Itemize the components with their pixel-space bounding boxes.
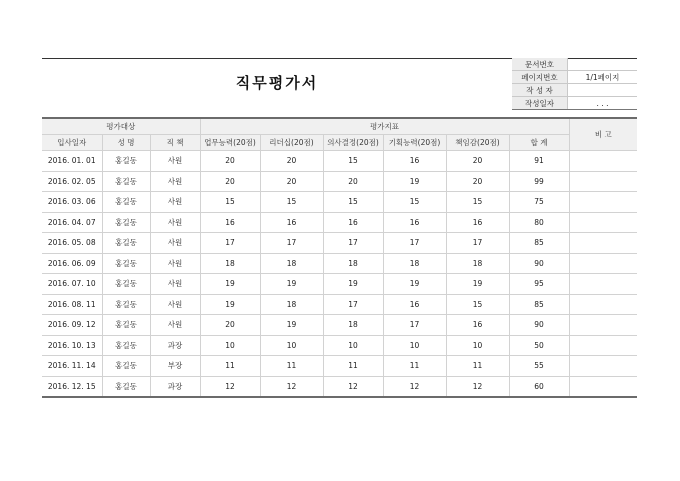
cell-remarks: [569, 335, 637, 356]
cell-name: 홍길동: [102, 212, 150, 233]
cell-position: 사원: [150, 253, 200, 274]
cell-position: 사원: [150, 274, 200, 295]
cell-work-ability: 19: [200, 294, 260, 315]
column-header-position: 직 책: [150, 135, 200, 151]
cell-planning: 10: [383, 335, 446, 356]
cell-position: 과장: [150, 335, 200, 356]
cell-leadership: 18: [260, 253, 323, 274]
cell-remarks: [569, 294, 637, 315]
cell-responsibility: 18: [446, 253, 509, 274]
cell-position: 사원: [150, 212, 200, 233]
table-row: [42, 212, 637, 233]
cell-name: 홍길동: [102, 151, 150, 172]
cell-hire-date: 2016. 08. 11: [42, 294, 102, 315]
cell-planning: 19: [383, 171, 446, 192]
table-row: [42, 294, 637, 315]
cell-name: 홍길동: [102, 376, 150, 397]
table-row: [42, 151, 637, 172]
cell-responsibility: 19: [446, 274, 509, 295]
cell-leadership: 16: [260, 212, 323, 233]
table-row: [42, 171, 637, 192]
column-header-work-ability: 업무능력(20점): [200, 135, 260, 151]
cell-remarks: [569, 356, 637, 377]
cell-decision: 20: [323, 171, 383, 192]
cell-name: 홍길동: [102, 192, 150, 213]
cell-name: 홍길동: [102, 233, 150, 254]
cell-total: 75: [509, 192, 569, 213]
meta-value: 1/1페이지: [568, 71, 638, 84]
meta-value: [568, 58, 638, 71]
cell-work-ability: 15: [200, 192, 260, 213]
cell-responsibility: 12: [446, 376, 509, 397]
cell-responsibility: 20: [446, 151, 509, 172]
cell-position: 사원: [150, 171, 200, 192]
column-header-total: 합 계: [509, 135, 569, 151]
table-row: [42, 315, 637, 336]
meta-value: [568, 84, 638, 97]
cell-hire-date: 2016. 11. 14: [42, 356, 102, 377]
cell-planning: 12: [383, 376, 446, 397]
cell-leadership: 12: [260, 376, 323, 397]
column-header-decision: 의사결정(20점): [323, 135, 383, 151]
cell-decision: 16: [323, 212, 383, 233]
cell-hire-date: 2016. 10. 13: [42, 335, 102, 356]
cell-decision: 15: [323, 192, 383, 213]
cell-decision: 17: [323, 233, 383, 254]
cell-hire-date: 2016. 01. 01: [42, 151, 102, 172]
cell-planning: 19: [383, 274, 446, 295]
meta-label: 페이지번호: [512, 71, 568, 84]
column-header-remarks: 비 고: [569, 118, 637, 151]
cell-hire-date: 2016. 12. 15: [42, 376, 102, 397]
meta-value: . . .: [568, 97, 638, 110]
cell-name: 홍길동: [102, 356, 150, 377]
cell-remarks: [569, 192, 637, 213]
cell-planning: 16: [383, 212, 446, 233]
cell-leadership: 17: [260, 233, 323, 254]
column-header-planning: 기획능력(20점): [383, 135, 446, 151]
cell-planning: 17: [383, 233, 446, 254]
table-row: [42, 356, 637, 377]
cell-responsibility: 16: [446, 315, 509, 336]
cell-remarks: [569, 274, 637, 295]
cell-name: 홍길동: [102, 171, 150, 192]
table-row: [42, 192, 637, 213]
cell-decision: 15: [323, 151, 383, 172]
meta-row-page-number: [512, 71, 637, 84]
cell-decision: 19: [323, 274, 383, 295]
cell-work-ability: 20: [200, 171, 260, 192]
cell-work-ability: 10: [200, 335, 260, 356]
table-row: [42, 253, 637, 274]
cell-responsibility: 17: [446, 233, 509, 254]
cell-hire-date: 2016. 06. 09: [42, 253, 102, 274]
cell-position: 사원: [150, 233, 200, 254]
cell-planning: 18: [383, 253, 446, 274]
cell-total: 80: [509, 212, 569, 233]
cell-position: 사원: [150, 192, 200, 213]
cell-planning: 17: [383, 315, 446, 336]
cell-position: 사원: [150, 294, 200, 315]
cell-responsibility: 15: [446, 294, 509, 315]
cell-total: 60: [509, 376, 569, 397]
cell-responsibility: 15: [446, 192, 509, 213]
cell-responsibility: 11: [446, 356, 509, 377]
cell-work-ability: 20: [200, 315, 260, 336]
cell-leadership: 19: [260, 274, 323, 295]
cell-work-ability: 19: [200, 274, 260, 295]
meta-label: 작성일자: [512, 97, 568, 110]
column-header-name: 성 명: [102, 135, 150, 151]
group-header-target: 평가대상: [42, 118, 200, 135]
cell-hire-date: 2016. 03. 06: [42, 192, 102, 213]
cell-name: 홍길동: [102, 274, 150, 295]
cell-name: 홍길동: [102, 294, 150, 315]
cell-leadership: 15: [260, 192, 323, 213]
cell-hire-date: 2016. 05. 08: [42, 233, 102, 254]
cell-responsibility: 16: [446, 212, 509, 233]
cell-responsibility: 20: [446, 171, 509, 192]
column-header-row: [42, 135, 637, 151]
cell-name: 홍길동: [102, 335, 150, 356]
table-row: [42, 335, 637, 356]
cell-planning: 15: [383, 192, 446, 213]
cell-remarks: [569, 253, 637, 274]
cell-total: 99: [509, 171, 569, 192]
cell-position: 사원: [150, 315, 200, 336]
cell-decision: 12: [323, 376, 383, 397]
cell-work-ability: 12: [200, 376, 260, 397]
table-row: [42, 233, 637, 254]
document-meta-table: [512, 58, 637, 110]
meta-label: 문서번호: [512, 58, 568, 71]
cell-remarks: [569, 151, 637, 172]
cell-planning: 16: [383, 151, 446, 172]
meta-row-author: [512, 84, 637, 97]
cell-leadership: 10: [260, 335, 323, 356]
cell-remarks: [569, 233, 637, 254]
cell-leadership: 20: [260, 171, 323, 192]
cell-total: 90: [509, 253, 569, 274]
cell-leadership: 18: [260, 294, 323, 315]
meta-label: 작 성 자: [512, 84, 568, 97]
cell-decision: 11: [323, 356, 383, 377]
cell-decision: 18: [323, 315, 383, 336]
column-header-leadership: 리더십(20점): [260, 135, 323, 151]
cell-decision: 17: [323, 294, 383, 315]
cell-position: 사원: [150, 151, 200, 172]
document-title: 직무평가서: [235, 74, 319, 92]
cell-decision: 10: [323, 335, 383, 356]
cell-planning: 11: [383, 356, 446, 377]
cell-hire-date: 2016. 07. 10: [42, 274, 102, 295]
cell-total: 91: [509, 151, 569, 172]
cell-leadership: 11: [260, 356, 323, 377]
cell-remarks: [569, 212, 637, 233]
cell-position: 과장: [150, 376, 200, 397]
evaluation-table: [42, 117, 637, 398]
cell-hire-date: 2016. 02. 05: [42, 171, 102, 192]
meta-row-doc-number: [512, 58, 637, 71]
column-header-hire-date: 입사일자: [42, 135, 102, 151]
cell-leadership: 19: [260, 315, 323, 336]
cell-hire-date: 2016. 09. 12: [42, 315, 102, 336]
cell-work-ability: 16: [200, 212, 260, 233]
cell-remarks: [569, 315, 637, 336]
table-row: [42, 274, 637, 295]
cell-leadership: 20: [260, 151, 323, 172]
group-header-indicators: 평가지표: [200, 118, 569, 135]
cell-work-ability: 18: [200, 253, 260, 274]
cell-total: 85: [509, 233, 569, 254]
cell-total: 95: [509, 274, 569, 295]
cell-position: 부장: [150, 356, 200, 377]
cell-remarks: [569, 171, 637, 192]
cell-work-ability: 20: [200, 151, 260, 172]
cell-remarks: [569, 376, 637, 397]
meta-row-date: [512, 97, 637, 110]
cell-planning: 16: [383, 294, 446, 315]
cell-decision: 18: [323, 253, 383, 274]
cell-work-ability: 17: [200, 233, 260, 254]
cell-total: 55: [509, 356, 569, 377]
cell-hire-date: 2016. 04. 07: [42, 212, 102, 233]
cell-total: 85: [509, 294, 569, 315]
evaluation-table-body: [42, 151, 637, 398]
column-header-responsibility: 책임감(20점): [446, 135, 509, 151]
table-row: [42, 376, 637, 397]
cell-responsibility: 10: [446, 335, 509, 356]
cell-name: 홍길동: [102, 315, 150, 336]
group-header-row: [42, 118, 637, 135]
cell-name: 홍길동: [102, 253, 150, 274]
cell-total: 90: [509, 315, 569, 336]
cell-total: 50: [509, 335, 569, 356]
cell-work-ability: 11: [200, 356, 260, 377]
